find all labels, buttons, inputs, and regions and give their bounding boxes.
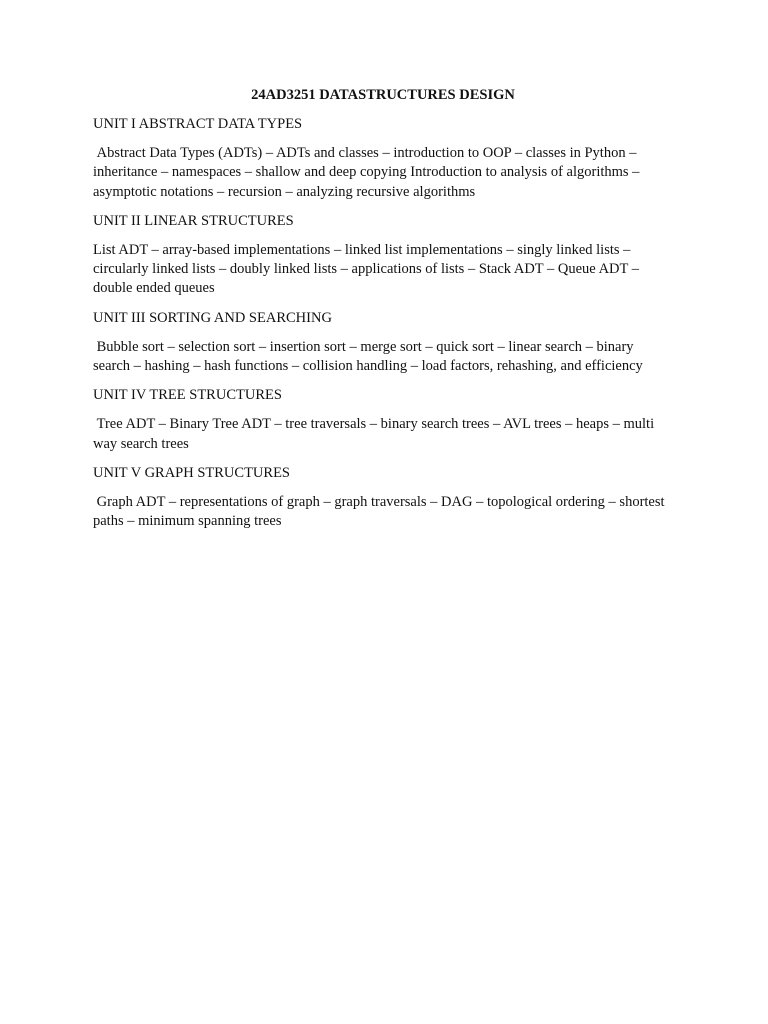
unit-1-section — [93, 115, 673, 202]
unit-5-heading: UNIT V GRAPH STRUCTURES — [93, 464, 290, 481]
unit-4-body: Tree ADT – Binary Tree ADT – tree traversals – binary search trees – AVL trees – heaps – multi way search trees — [93, 416, 658, 452]
unit-4-heading: UNIT IV TREE STRUCTURES — [93, 387, 282, 404]
unit-4-section — [93, 386, 673, 454]
unit-3-heading: UNIT III SORTING AND SEARCHING — [93, 309, 332, 326]
document-page — [93, 86, 673, 542]
unit-2-body: List ADT – array-based implementations – linked list implementations – singly linked lists – circularly linked lists – doubly linked lists – applications of lists – Stack ADT – Queue ADT – double ended queues — [93, 241, 643, 297]
unit-2-section — [93, 212, 673, 299]
document-title: 24AD3251 DATASTRUCTURES DESIGN — [251, 87, 515, 103]
unit-3-section — [93, 309, 673, 377]
unit-2-heading: UNIT II LINEAR STRUCTURES — [93, 212, 294, 229]
unit-3-body: Bubble sort – selection sort – insertion sort – merge sort – quick sort – linear search – binary search – hashing – hash functions – collision handling – load factors, rehashing, and efficiency — [93, 338, 643, 375]
unit-5-section — [93, 464, 673, 532]
unit-5-body: Graph ADT – representations of graph – graph traversals – DAG – topological ordering – shortest paths – minimum spanning trees — [93, 493, 669, 530]
unit-1-heading: UNIT I ABSTRACT DATA TYPES — [93, 116, 303, 132]
unit-1-body: Abstract Data Types (ADTs) – ADTs and classes – introduction to OOP – classes in Python – inheritance – namespaces – shallow and deep copying Introduction to analysis of algorithms – asymptotic notations – recursion – analyzing recursive algorithms — [93, 145, 644, 200]
